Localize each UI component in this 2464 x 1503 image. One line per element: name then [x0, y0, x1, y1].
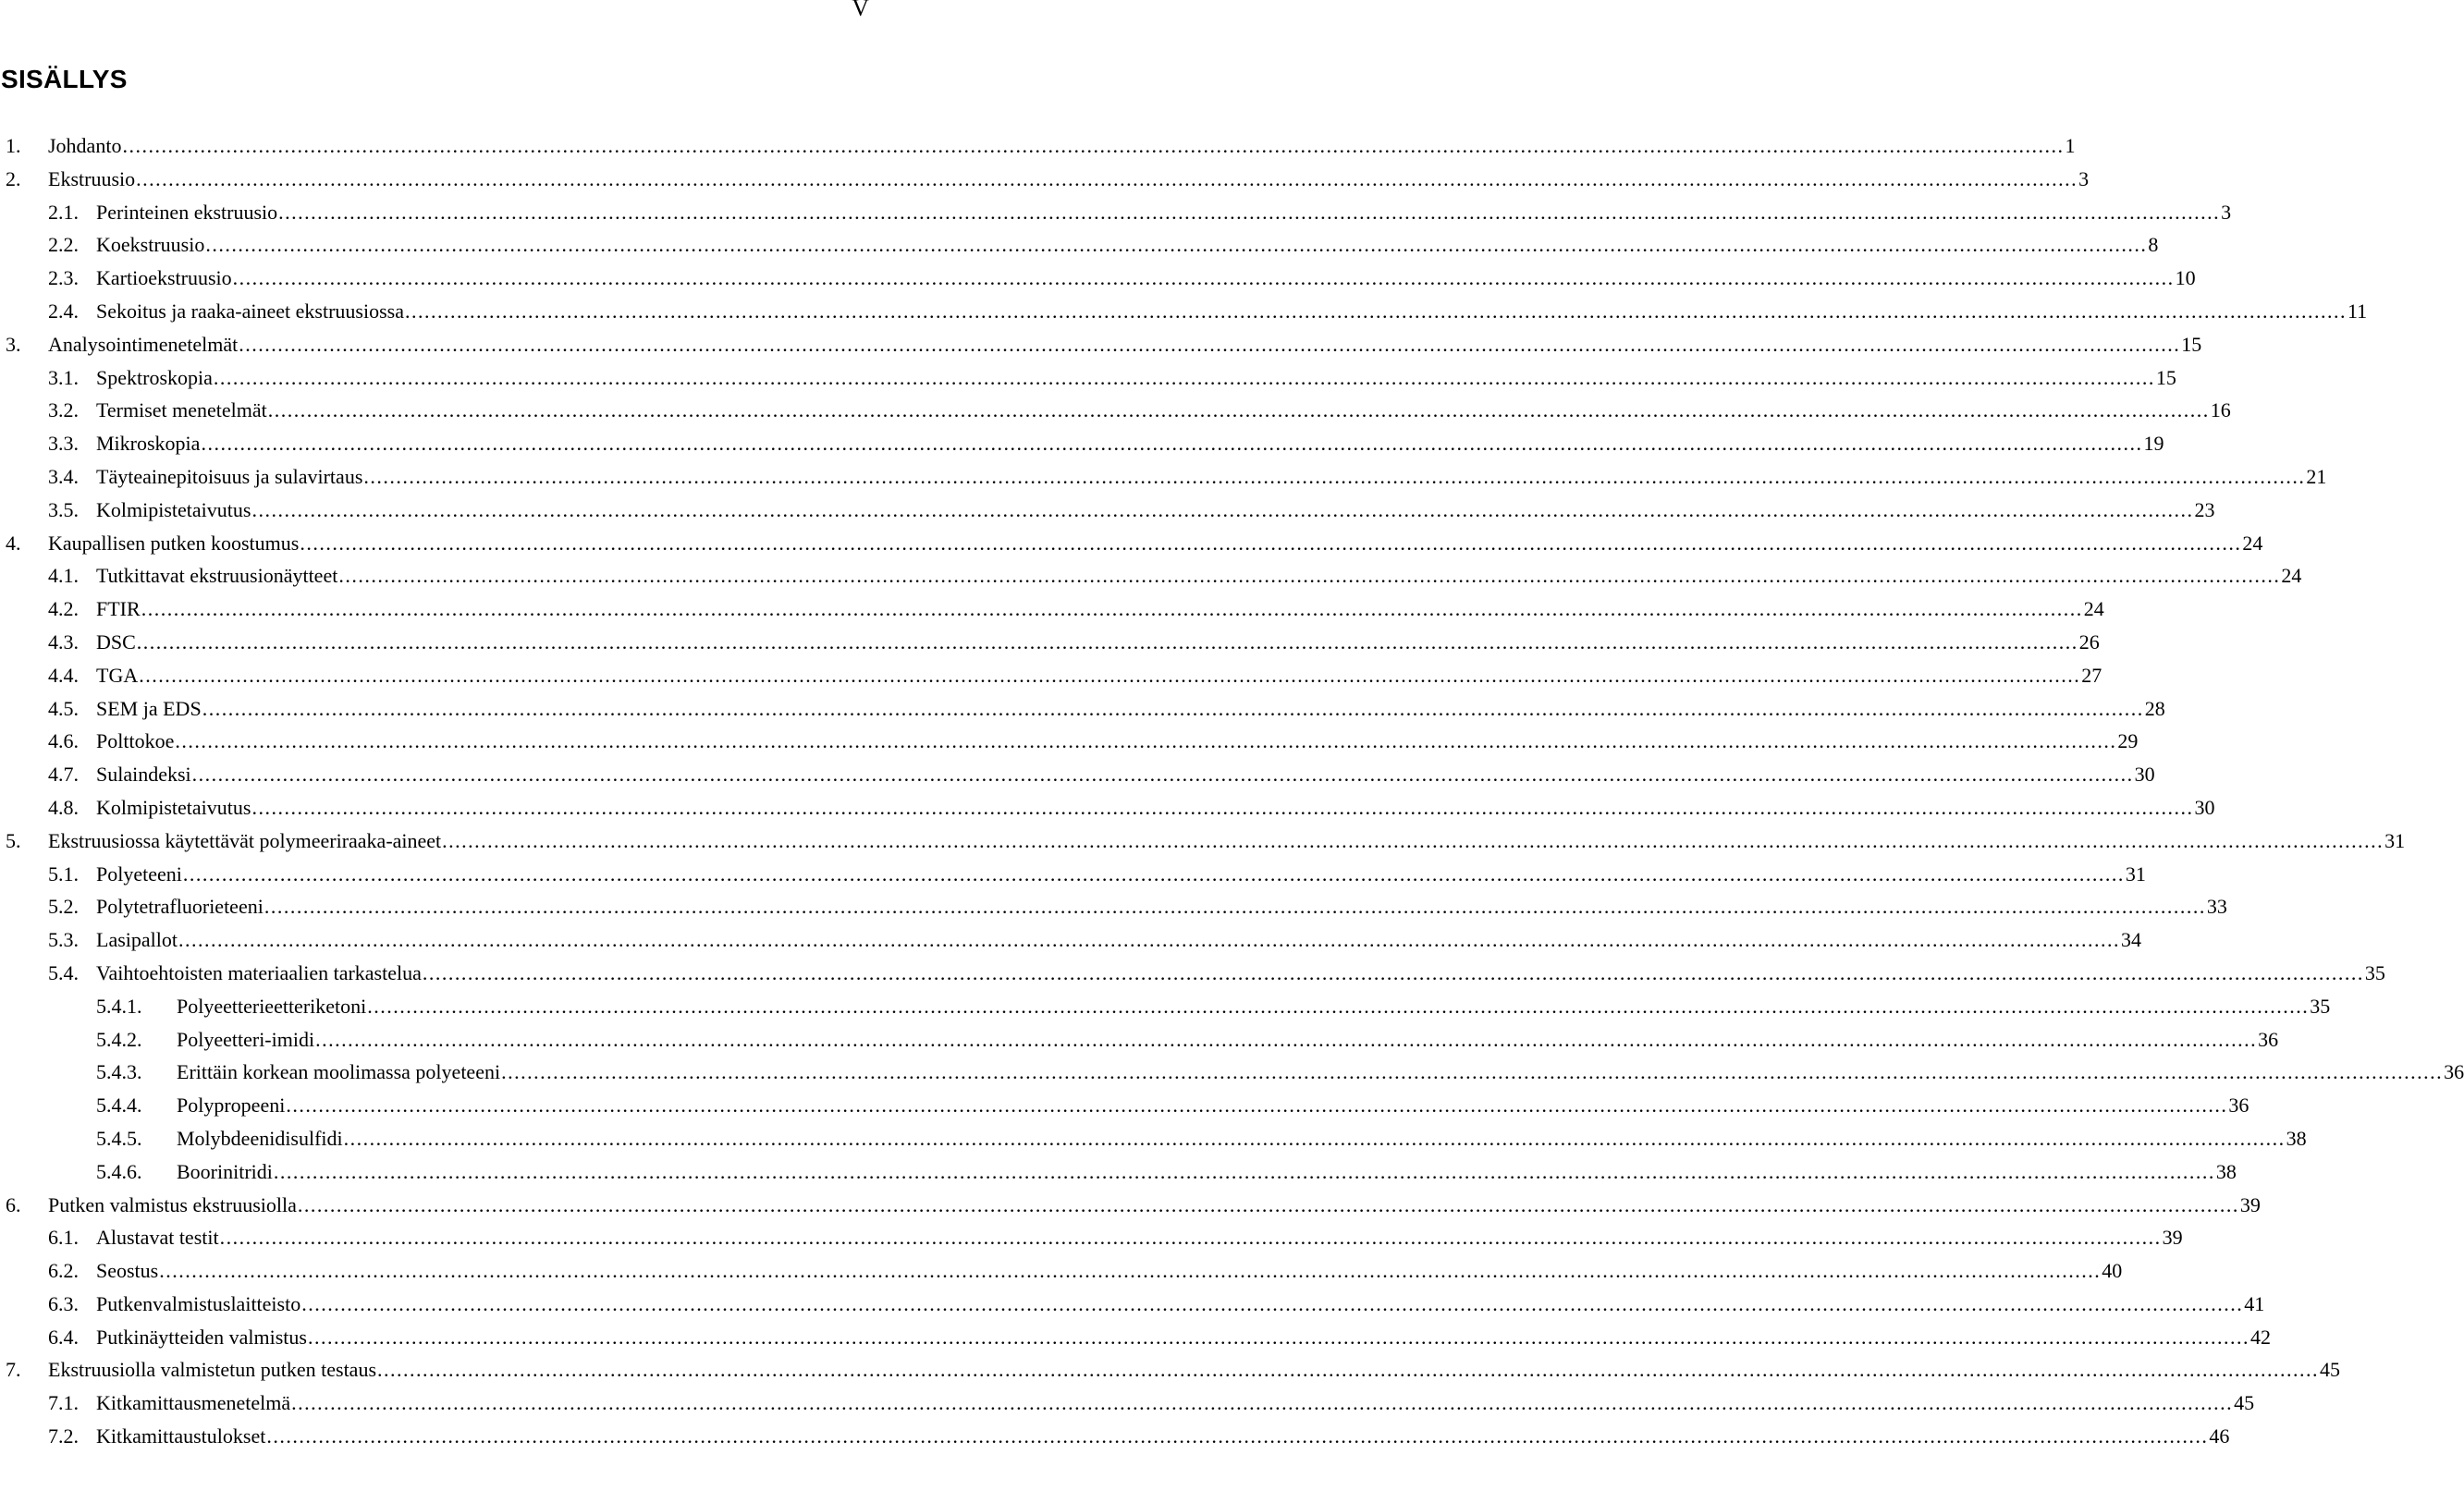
toc-entry-label: Analysointimenetelmät — [48, 328, 238, 361]
toc-entry-number: 2. — [6, 163, 21, 196]
toc-entry-row — [96, 494, 2215, 527]
toc-entry-row — [48, 328, 2202, 361]
toc-entry — [0, 163, 2090, 196]
toc-entry-row — [48, 1189, 2261, 1222]
toc-entry-row — [177, 1122, 2307, 1155]
toc-entry-row — [177, 1155, 2237, 1189]
toc-entry-number: 4.1. — [48, 559, 79, 593]
toc-dot-leader: ............................................................................................................................................................................................................................................................................................................ — [136, 166, 2078, 190]
toc-dot-leader: ............................................................................................................................................................................................................................................................................................................ — [404, 299, 2347, 323]
toc-entry-number: 6.1. — [48, 1221, 79, 1254]
toc-dot-leader: ............................................................................................................................................................................................................................................................................................................ — [232, 266, 2175, 290]
toc-entry-label: Johdanto — [48, 129, 121, 163]
toc-dot-leader: ............................................................................................................................................................................................................................................................................................................ — [343, 1126, 2286, 1150]
toc-entry — [0, 295, 2368, 328]
toc-dot-leader: ............................................................................................................................................................................................................................................................................................................ — [286, 1094, 2228, 1118]
toc-entry-label: Kartioekstruusio — [96, 262, 232, 295]
toc-entry-label: Kolmipistetaivutus — [96, 494, 251, 527]
toc-dot-leader: ............................................................................................................................................................................................................................................................................................................ — [219, 1226, 2162, 1250]
toc-entry-page: 38 — [2215, 1155, 2237, 1189]
toc-entry-label: Sekoitus ja raaka-aineet ekstruusiossa — [96, 295, 404, 328]
toc-entry-page: 27 — [2080, 659, 2102, 692]
toc-entry — [0, 626, 2100, 659]
toc-entry — [0, 262, 2196, 295]
toc-entry-label: Polytetrafluorieteeni — [96, 890, 264, 923]
toc-entry-number: 5.4.1. — [96, 990, 142, 1023]
toc-entry-row — [48, 1353, 2341, 1387]
toc-dot-leader: ............................................................................................................................................................................................................................................................................................................ — [301, 1291, 2244, 1315]
toc-entry-page: 42 — [2249, 1321, 2271, 1354]
toc-entry — [0, 361, 2176, 395]
toc-entry-page: 15 — [2180, 328, 2201, 361]
toc-entry — [0, 758, 2155, 791]
toc-entry — [0, 559, 2302, 593]
toc-dot-leader: ............................................................................................................................................................................................................................................................................................................ — [191, 763, 2134, 787]
toc-dot-leader: ............................................................................................................................................................................................................................................................................................................ — [363, 464, 2306, 488]
toc-entry-page: 39 — [2239, 1189, 2261, 1222]
toc-entry-row — [96, 725, 2139, 758]
toc-entry-page: 24 — [2083, 593, 2104, 626]
toc-entry-page: 3 — [2220, 196, 2231, 229]
toc-entry-label: Kitkamittaustulokset — [96, 1420, 265, 1453]
toc-dot-leader: ............................................................................................................................................................................................................................................................................................................ — [297, 1192, 2239, 1216]
toc-entry-row — [48, 129, 2076, 163]
toc-entry-label: Spektroskopia — [96, 361, 213, 395]
toc-entry-label: Tutkittavat ekstruusionäytteet — [96, 559, 337, 593]
toc-entry — [0, 1420, 2230, 1453]
toc-dot-leader: ............................................................................................................................................................................................................................................................................................................ — [251, 497, 2194, 521]
toc-entry-page: 29 — [2116, 725, 2138, 758]
toc-entry-label: Putkinäytteiden valmistus — [96, 1321, 307, 1354]
toc-entry-number: 5.4.6. — [96, 1155, 142, 1189]
toc-entry-label: FTIR — [96, 593, 141, 626]
toc-entry — [0, 659, 2102, 692]
toc-dot-leader: ............................................................................................................................................................................................................................................................................................................ — [205, 233, 2148, 257]
toc-entry-page: 1 — [2064, 129, 2075, 163]
toc-entry-number: 6. — [6, 1189, 21, 1222]
toc-dot-leader: ............................................................................................................................................................................................................................................................................................................ — [273, 1159, 2215, 1183]
toc-dot-leader: ............................................................................................................................................................................................................................................................................................................ — [278, 200, 2221, 224]
toc-entry-row — [48, 825, 2406, 858]
toc-entry-label: Ekstruusio — [48, 163, 135, 196]
toc-entry-number: 2.4. — [48, 295, 79, 328]
toc-entry-page: 33 — [2206, 890, 2227, 923]
toc-entry-number: 5.4.5. — [96, 1122, 142, 1155]
toc-entry-page: 39 — [2162, 1221, 2183, 1254]
toc-entry — [0, 1089, 2249, 1122]
toc-entry-number: 4. — [6, 527, 21, 560]
toc-entry-number: 3.3. — [48, 427, 79, 460]
toc-entry-number: 5.4.2. — [96, 1023, 142, 1057]
toc-entry-label: Polyeetteri-imidi — [177, 1023, 314, 1057]
toc-dot-leader: ............................................................................................................................................................................................................................................................................................................ — [202, 696, 2144, 720]
toc-entry-row — [96, 196, 2232, 229]
toc-entry-number: 6.3. — [48, 1288, 79, 1321]
toc-entry-number: 4.4. — [48, 659, 79, 692]
toc-entry-number: 4.5. — [48, 692, 79, 726]
toc-entry — [0, 328, 2202, 361]
toc-dot-leader: ............................................................................................................................................................................................................................................................................................................ — [136, 629, 2078, 654]
toc-entry-number: 4.8. — [48, 791, 79, 825]
toc-entry-page: 41 — [2243, 1288, 2264, 1321]
toc-entry — [0, 1353, 2341, 1387]
toc-entry — [0, 692, 2165, 726]
toc-entry-page: 38 — [2286, 1122, 2307, 1155]
toc-entry-row — [96, 659, 2102, 692]
toc-entry — [0, 129, 2076, 163]
toc-entry-page: 21 — [2305, 460, 2326, 494]
toc-entry-number: 1. — [6, 129, 21, 163]
toc-entry-label: Lasipallot — [96, 923, 178, 957]
toc-dot-leader: ............................................................................................................................................................................................................................................................................................................ — [213, 365, 2155, 389]
toc-entry-label: Ekstruusiolla valmistetun putken testaus — [48, 1353, 376, 1387]
toc-entry-label: Putkenvalmistuslaitteisto — [96, 1288, 300, 1321]
toc-entry-page: 45 — [2233, 1387, 2254, 1420]
toc-entry-number: 2.2. — [48, 228, 79, 262]
toc-entry-page: 31 — [2384, 825, 2405, 858]
toc-dot-leader: ............................................................................................................................................................................................................................................................................................................ — [264, 895, 2206, 919]
toc-dot-leader: ............................................................................................................................................................................................................................................................................................................ — [201, 432, 2143, 456]
toc-entry-number: 5.2. — [48, 890, 79, 923]
page-number: V — [852, 0, 869, 21]
page-title: SISÄLLYS — [1, 65, 128, 93]
toc-entry-label: Putken valmistus ekstruusiolla — [48, 1189, 297, 1222]
toc-dot-leader: ............................................................................................................................................................................................................................................................................................................ — [307, 1325, 2249, 1349]
toc-entry-page: 31 — [2125, 858, 2146, 891]
toc-entry — [0, 1023, 2279, 1057]
toc-entry-row — [96, 626, 2100, 659]
toc-entry-label: Sulaindeksi — [96, 758, 191, 791]
toc-entry-page: 35 — [2309, 990, 2330, 1023]
toc-entry-label: Termiset menetelmät — [96, 394, 267, 427]
toc-entry — [0, 1321, 2271, 1354]
toc-entry-number: 7. — [6, 1353, 21, 1387]
toc-entry-row — [48, 527, 2263, 560]
toc-entry-label: Koekstruusio — [96, 228, 204, 262]
toc-entry-row — [96, 890, 2227, 923]
toc-entry-number: 5.4. — [48, 957, 79, 990]
toc-entry-label: Täyteainepitoisuus ja sulavirtaus — [96, 460, 362, 494]
toc-entry — [0, 1056, 2464, 1089]
toc-dot-leader: ............................................................................................................................................................................................................................................................................................................ — [315, 1027, 2258, 1051]
toc-entry-page: 19 — [2142, 427, 2164, 460]
toc-entry-label: Ekstruusiossa käytettävät polymeeriraaka-aineet — [48, 825, 441, 858]
toc-entry-label: DSC — [96, 626, 136, 659]
toc-entry-number: 4.6. — [48, 725, 79, 758]
toc-dot-leader: ............................................................................................................................................................................................................................................................................................................ — [139, 663, 2081, 687]
toc-entry-label: Kaupallisen putken koostumus — [48, 527, 299, 560]
toc-entry — [0, 196, 2232, 229]
toc-entry — [0, 1221, 2183, 1254]
table-of-contents — [0, 129, 2464, 1453]
toc-entry-row — [96, 460, 2327, 494]
toc-entry-page: 10 — [2175, 262, 2196, 295]
toc-dot-leader: ............................................................................................................................................................................................................................................................................................................ — [239, 332, 2181, 356]
toc-entry-page: 3 — [2078, 163, 2089, 196]
toc-dot-leader: ............................................................................................................................................................................................................................................................................................................ — [178, 928, 2120, 952]
toc-dot-leader: ............................................................................................................................................................................................................................................................................................................ — [338, 564, 2281, 588]
toc-dot-leader: ............................................................................................................................................................................................................................................................................................................ — [377, 1358, 2320, 1382]
toc-entry — [0, 228, 2159, 262]
toc-entry-label: Perinteinen ekstruusio — [96, 196, 277, 229]
toc-entry-number: 3.4. — [48, 460, 79, 494]
toc-entry — [0, 1122, 2307, 1155]
toc-entry-number: 5.4.4. — [96, 1089, 142, 1122]
toc-entry-page: 28 — [2144, 692, 2165, 726]
toc-entry-page: 24 — [2280, 559, 2301, 593]
toc-entry-row — [96, 858, 2146, 891]
toc-entry-page: 30 — [2193, 791, 2214, 825]
toc-entry-page: 24 — [2241, 527, 2262, 560]
toc-entry — [0, 923, 2141, 957]
toc-dot-leader: ............................................................................................................................................................................................................................................................................................................ — [175, 729, 2117, 753]
toc-dot-leader: ............................................................................................................................................................................................................................................................................................................ — [442, 828, 2384, 852]
toc-entry-row — [96, 1321, 2271, 1354]
toc-dot-leader: ............................................................................................................................................................................................................................................................................................................ — [122, 134, 2065, 157]
toc-entry-row — [96, 1288, 2265, 1321]
toc-entry — [0, 1387, 2255, 1420]
toc-entry-row — [96, 758, 2155, 791]
toc-entry-page: 46 — [2208, 1420, 2229, 1453]
toc-entry-number: 6.4. — [48, 1321, 79, 1354]
toc-entry — [0, 990, 2331, 1023]
toc-entry-label: Kolmipistetaivutus — [96, 791, 251, 825]
toc-entry — [0, 1288, 2265, 1321]
toc-entry-label: Mikroskopia — [96, 427, 200, 460]
toc-entry — [0, 593, 2104, 626]
toc-entry-label: Polyeetterieetteriketoni — [177, 990, 366, 1023]
toc-entry-row — [177, 990, 2331, 1023]
toc-entry-label: Erittäin korkean moolimassa polyeteeni — [177, 1056, 500, 1089]
toc-entry-number: 7.1. — [48, 1387, 79, 1420]
toc-entry-row — [177, 1023, 2279, 1057]
toc-entry-row — [96, 1420, 2230, 1453]
toc-entry-number: 7.2. — [48, 1420, 79, 1453]
toc-entry-page: 36 — [2443, 1056, 2464, 1089]
toc-entry-row — [96, 1254, 2123, 1288]
toc-entry-row — [96, 228, 2159, 262]
toc-entry-number: 3. — [6, 328, 21, 361]
toc-entry-row — [96, 593, 2104, 626]
toc-entry-row — [96, 923, 2141, 957]
toc-entry-label: Polypropeeni — [177, 1089, 285, 1122]
toc-dot-leader: ............................................................................................................................................................................................................................................................................................................ — [251, 795, 2194, 819]
toc-entry-page: 8 — [2147, 228, 2158, 262]
toc-entry-page: 16 — [2210, 394, 2231, 427]
toc-dot-leader: ............................................................................................................................................................................................................................................................................................................ — [422, 960, 2364, 984]
toc-entry-row — [96, 559, 2302, 593]
toc-entry — [0, 460, 2327, 494]
toc-entry-row — [96, 692, 2165, 726]
toc-entry — [0, 825, 2406, 858]
toc-entry-page: 30 — [2134, 758, 2155, 791]
toc-entry-page: 34 — [2120, 923, 2141, 957]
toc-entry-number: 5.1. — [48, 858, 79, 891]
toc-entry-label: Alustavat testit — [96, 1221, 219, 1254]
toc-entry — [0, 494, 2215, 527]
toc-entry-number: 3.1. — [48, 361, 79, 395]
toc-entry-number: 5.4.3. — [96, 1056, 142, 1089]
toc-entry-row — [177, 1089, 2249, 1122]
toc-entry-number: 2.1. — [48, 196, 79, 229]
toc-entry-page: 36 — [2227, 1089, 2249, 1122]
toc-entry-row — [96, 791, 2215, 825]
toc-entry-row — [96, 394, 2231, 427]
toc-entry-page: 26 — [2078, 626, 2100, 659]
toc-entry-label: Kitkamittausmenetelmä — [96, 1387, 290, 1420]
toc-dot-leader: ............................................................................................................................................................................................................................................................................................................ — [159, 1259, 2102, 1283]
toc-entry-row — [96, 1221, 2183, 1254]
toc-entry — [0, 394, 2231, 427]
toc-entry-row — [96, 262, 2196, 295]
toc-dot-leader: ............................................................................................................................................................................................................................................................................................................ — [367, 994, 2310, 1018]
toc-entry-label: TGA — [96, 659, 138, 692]
toc-entry-number: 3.2. — [48, 394, 79, 427]
toc-dot-leader: ............................................................................................................................................................................................................................................................................................................ — [141, 597, 2083, 621]
toc-entry-page: 23 — [2193, 494, 2214, 527]
toc-dot-leader: ............................................................................................................................................................................................................................................................................................................ — [291, 1391, 2234, 1415]
toc-entry-number: 4.2. — [48, 593, 79, 626]
toc-entry-label: Polttokoe — [96, 725, 174, 758]
toc-entry-label: Boorinitridi — [177, 1155, 273, 1189]
toc-entry-label: Molybdeenidisulfidi — [177, 1122, 343, 1155]
toc-entry-number: 6.2. — [48, 1254, 79, 1288]
toc-entry — [0, 427, 2164, 460]
toc-entry — [0, 791, 2215, 825]
toc-entry-label: SEM ja EDS — [96, 692, 202, 726]
toc-entry-number: 3.5. — [48, 494, 79, 527]
toc-entry — [0, 527, 2263, 560]
toc-entry — [0, 858, 2146, 891]
toc-entry-row — [96, 427, 2164, 460]
toc-entry — [0, 725, 2139, 758]
toc-entry-page: 11 — [2347, 295, 2367, 328]
toc-entry — [0, 1189, 2261, 1222]
toc-entry-page: 35 — [2364, 957, 2385, 990]
toc-dot-leader: ............................................................................................................................................................................................................................................................................................................ — [300, 531, 2242, 555]
toc-entry — [0, 1155, 2237, 1189]
toc-entry-row — [177, 1056, 2464, 1089]
toc-entry — [0, 957, 2385, 990]
toc-entry — [0, 890, 2227, 923]
toc-entry-page: 15 — [2155, 361, 2176, 395]
toc-dot-leader: ............................................................................................................................................................................................................................................................................................................ — [266, 1424, 2209, 1448]
toc-entry-row — [96, 361, 2176, 395]
toc-entry-number: 2.3. — [48, 262, 79, 295]
toc-entry-label: Polyeteeni — [96, 858, 182, 891]
toc-entry-page: 40 — [2101, 1254, 2122, 1288]
toc-entry-label: Seostus — [96, 1254, 158, 1288]
toc-dot-leader: ............................................................................................................................................................................................................................................................................................................ — [182, 861, 2125, 886]
toc-entry — [0, 1254, 2123, 1288]
toc-entry-number: 4.3. — [48, 626, 79, 659]
toc-entry-row — [48, 163, 2090, 196]
toc-entry-number: 5.3. — [48, 923, 79, 957]
toc-entry-page: 45 — [2319, 1353, 2340, 1387]
toc-entry-label: Vaihtoehtoisten materiaalien tarkastelua — [96, 957, 422, 990]
toc-entry-number: 5. — [6, 825, 21, 858]
toc-dot-leader: ............................................................................................................................................................................................................................................................................................................ — [501, 1060, 2444, 1084]
toc-entry-row — [96, 1387, 2255, 1420]
toc-entry-page: 36 — [2257, 1023, 2278, 1057]
toc-entry-number: 4.7. — [48, 758, 79, 791]
toc-dot-leader: ............................................................................................................................................................................................................................................................................................................ — [267, 398, 2210, 422]
toc-entry-row — [96, 957, 2385, 990]
toc-entry-row — [96, 295, 2368, 328]
